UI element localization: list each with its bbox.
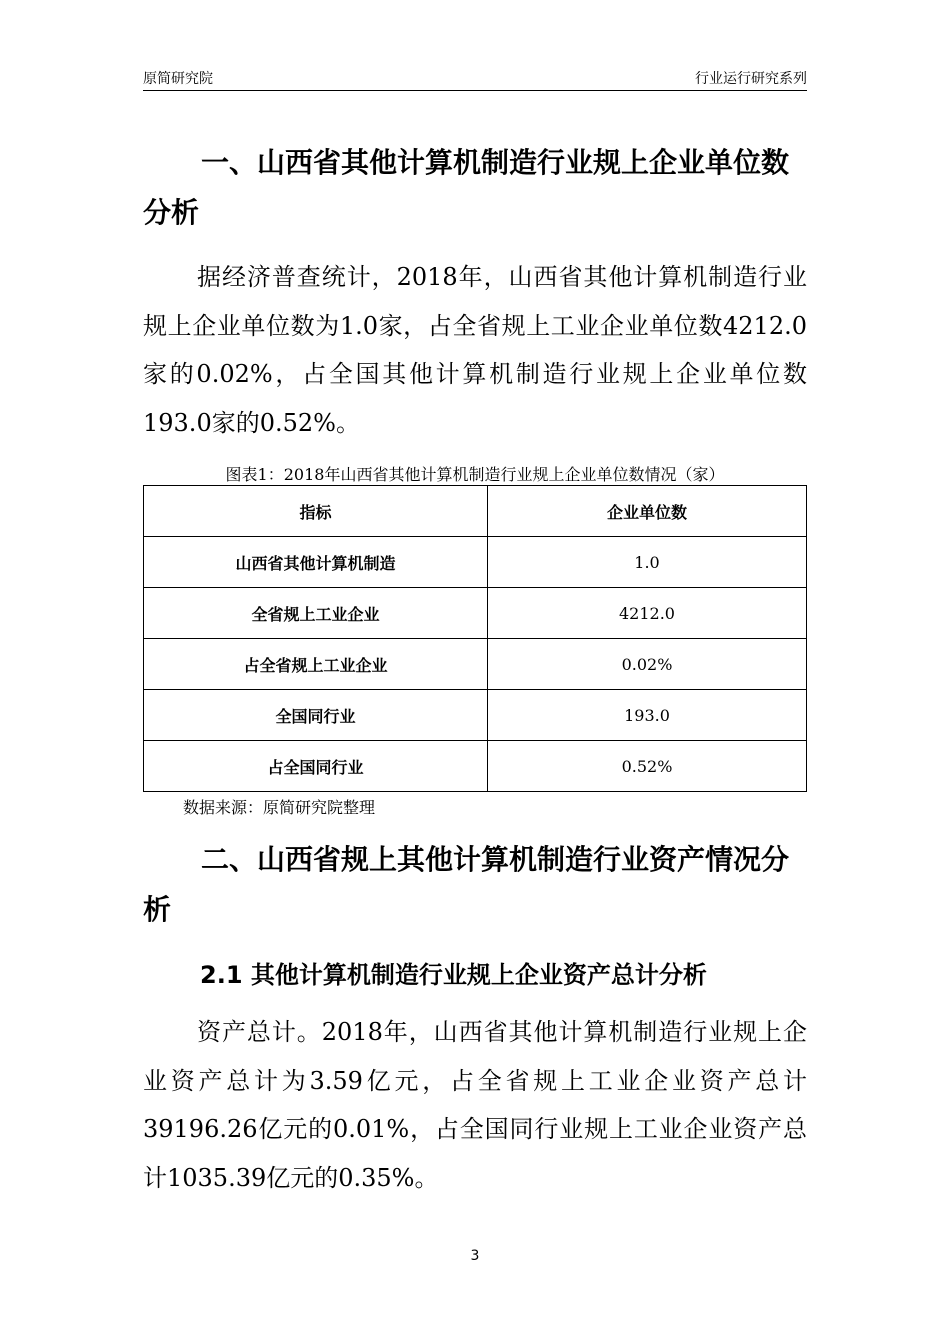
row-label: 山西省其他计算机制造	[144, 537, 488, 588]
section1-paragraph: 据经济普查统计，2018年，山西省其他计算机制造行业规上企业单位数为1.0家，占全省规上工业企业单位数4212.0家的0.02%，占全国其他计算机制造行业规上企业单位数193.0家的0.52%。	[143, 263, 807, 437]
table-row	[144, 537, 807, 588]
row-label: 全省规上工业企业	[144, 588, 488, 639]
row-value: 1.0	[488, 537, 807, 588]
section2-title: 二、山西省规上其他计算机制造行业资产情况分析	[143, 843, 790, 926]
header-org-name: 原简研究院	[143, 71, 213, 87]
page-header	[143, 66, 807, 91]
table-header-row	[144, 486, 807, 537]
row-label: 占全国同行业	[144, 741, 488, 792]
table-row	[144, 690, 807, 741]
table-row	[144, 588, 807, 639]
table-row	[144, 741, 807, 792]
row-value: 4212.0	[488, 588, 807, 639]
row-value: 0.02%	[488, 639, 807, 690]
section2-paragraph: 资产总计。2018年，山西省其他计算机制造行业规上企业资产总计为3.59亿元，占全省规上工业企业资产总计39196.26亿元的0.01%，占全国同行业规上工业企业资产总计1035.39亿元的0.35%。	[143, 1018, 807, 1192]
column-header-count: 企业单位数	[488, 486, 807, 537]
row-value: 193.0	[488, 690, 807, 741]
enterprise-count-table	[143, 485, 807, 792]
row-label: 占全省规上工业企业	[144, 639, 488, 690]
column-header-indicator: 指标	[144, 486, 488, 537]
section2-subtitle: 2.1 其他计算机制造行业规上企业资产总计分析	[200, 961, 707, 989]
header-series-name: 行业运行研究系列	[695, 71, 807, 87]
row-value: 0.52%	[488, 741, 807, 792]
row-label: 全国同行业	[144, 690, 488, 741]
table1-caption: 图表1：2018年山西省其他计算机制造行业规上企业单位数情况（家）	[225, 465, 725, 484]
table-row	[144, 639, 807, 690]
table1-source: 数据来源：原简研究院整理	[183, 798, 376, 817]
section1-title: 一、山西省其他计算机制造行业规上企业单位数分析	[143, 146, 790, 229]
page-number: 3	[470, 1248, 480, 1264]
